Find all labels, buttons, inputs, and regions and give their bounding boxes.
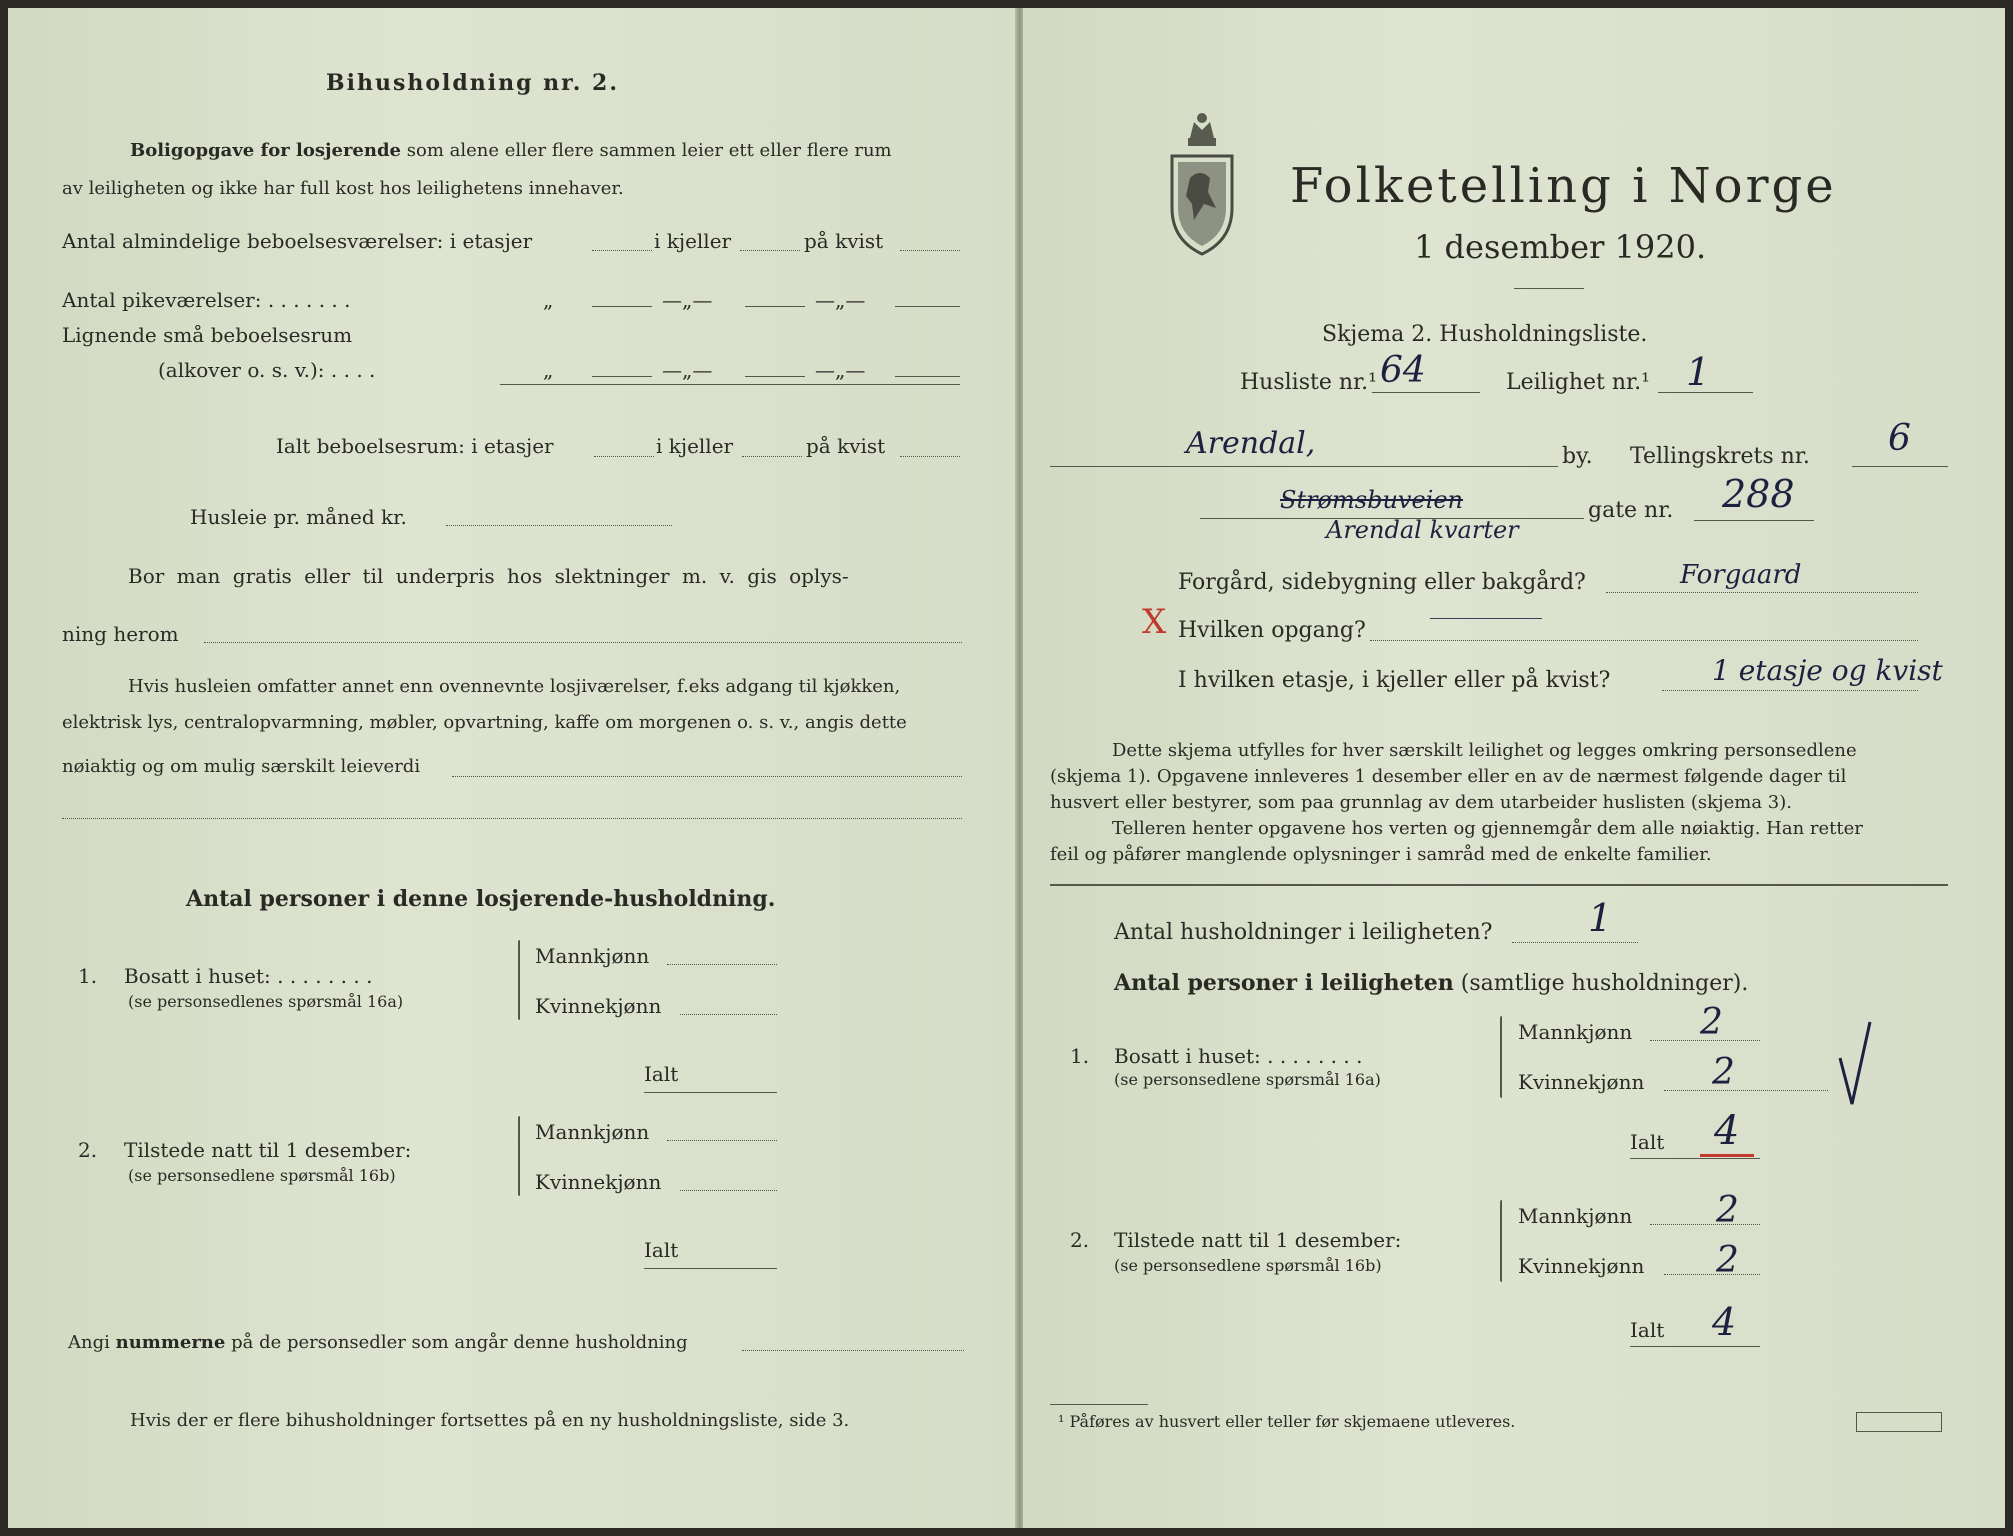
pike-kvist-field[interactable] bbox=[895, 306, 960, 307]
left-q1-mann-label: Mannkjønn bbox=[535, 944, 650, 968]
left-q2-mann-label: Mannkjønn bbox=[535, 1120, 650, 1144]
instr-line-1: Dette skjema utfylles for hver særskilt leilighet og legges omkring personsedlene bbox=[1112, 740, 1857, 761]
left-q1-num: 1. bbox=[78, 964, 98, 988]
street-struck: Strømsbuveien bbox=[1280, 486, 1463, 514]
right-q2-kvinne-field[interactable] bbox=[1664, 1274, 1760, 1275]
angi-line bbox=[68, 1332, 688, 1353]
forgard-field[interactable] bbox=[1606, 592, 1918, 593]
gratis-field[interactable] bbox=[204, 642, 962, 643]
left-title: Bihusholdning nr. 2. bbox=[326, 70, 619, 96]
left-q1-kvinne-label: Kvinnekjønn bbox=[535, 994, 662, 1018]
left-q1-label: Bosatt i huset: . . . . . . . . bbox=[124, 964, 373, 988]
incl-line-2: elektrisk lys, centralopvarmning, møbler, opvartning, kaffe om morgenen o. s. v., angis dette bbox=[62, 712, 907, 733]
ialt-kjeller-field[interactable] bbox=[742, 456, 802, 457]
ialt-kvist-field[interactable] bbox=[900, 456, 960, 457]
right-q2-mann-label: Mannkjønn bbox=[1518, 1204, 1633, 1228]
right-q1-ialt-field[interactable] bbox=[1630, 1158, 1760, 1159]
right-q1-mann-label: Mannkjønn bbox=[1518, 1020, 1633, 1044]
incl-field-2[interactable] bbox=[62, 818, 962, 819]
rooms-kjeller-label: i kjeller bbox=[654, 229, 732, 253]
gratis-line-1: Bor man gratis eller til underpris hos slektninger m. v. gis oplys- bbox=[128, 564, 849, 588]
ialt-kvist-label: på kvist bbox=[806, 434, 886, 458]
etasje-field[interactable] bbox=[1662, 690, 1918, 691]
right-q1-ialt-redline bbox=[1700, 1154, 1754, 1157]
right-q1-label: Bosatt i huset: . . . . . . . . bbox=[1114, 1044, 1363, 1068]
etasje-label: I hvilken etasje, i kjeller eller på kvist? bbox=[1178, 668, 1611, 693]
husliste-field[interactable] bbox=[1372, 392, 1480, 393]
instr-line-2: (skjema 1). Opgavene innleveres 1 desember eller en av de nærmest følgende dager til bbox=[1050, 766, 1847, 787]
right-q1-ialt-label: Ialt bbox=[1630, 1130, 1665, 1154]
alkover-ditto-3: —„— bbox=[815, 358, 866, 382]
pike-ditto-3: —„— bbox=[815, 288, 866, 312]
left-q1-brace bbox=[518, 940, 520, 1020]
incl-field[interactable] bbox=[452, 776, 962, 777]
instr-line-4: Telleren henter opgavene hos verten og gjennemgår dem alle nøiaktig. Han retter bbox=[1112, 818, 1863, 839]
hush-field[interactable] bbox=[1512, 942, 1638, 943]
skjema-label: Skjema 2. Husholdningsliste. bbox=[1322, 322, 1648, 347]
opgang-label: Hvilken opgang? bbox=[1178, 618, 1366, 643]
left-persons-heading: Antal personer i denne losjerende-husholdning. bbox=[186, 886, 776, 912]
right-q2-mann-field[interactable] bbox=[1650, 1224, 1760, 1225]
right-q1-kvinne-field[interactable] bbox=[1664, 1090, 1828, 1091]
left-q2-kvinne-label: Kvinnekjønn bbox=[535, 1170, 662, 1194]
pike-etasjer-field[interactable] bbox=[592, 306, 652, 307]
title-divider bbox=[1514, 288, 1584, 289]
left-q2-ialt-field[interactable] bbox=[644, 1268, 777, 1269]
left-q2-label: Tilstede natt til 1 desember: bbox=[124, 1138, 412, 1162]
leilighet-value: 1 bbox=[1686, 350, 1711, 394]
instr-line-5: feil og påfører manglende oplysninger i samråd med de enkelte familier. bbox=[1050, 844, 1712, 865]
left-q2-ialt-label: Ialt bbox=[644, 1238, 679, 1262]
right-persons-bold: Antal personer i leiligheten bbox=[1114, 970, 1454, 996]
city-field[interactable] bbox=[1050, 466, 1558, 467]
instr-line-3: husvert eller bestyrer, som paa grunnlag av dem utarbeider huslisten (skjema 3). bbox=[1050, 792, 1792, 813]
alkover-kjeller-field[interactable] bbox=[745, 376, 805, 377]
right-persons-heading bbox=[1114, 970, 1748, 996]
footnote-rule bbox=[1050, 1404, 1148, 1405]
intro-line-1 bbox=[130, 140, 892, 161]
right-q1-sub: (se personsedlene spørsmål 16a) bbox=[1114, 1070, 1381, 1089]
right-q1-kvinne-label: Kvinnekjønn bbox=[1518, 1070, 1645, 1094]
right-q2-label: Tilstede natt til 1 desember: bbox=[1114, 1228, 1402, 1252]
section-divider bbox=[1050, 884, 1948, 886]
pike-kjeller-field[interactable] bbox=[745, 306, 805, 307]
gate-field[interactable] bbox=[1694, 520, 1814, 521]
gate-label: gate nr. bbox=[1588, 498, 1674, 523]
husliste-value: 64 bbox=[1380, 350, 1426, 391]
pike-ditto-2: —„— bbox=[662, 288, 713, 312]
left-q1-ialt-field[interactable] bbox=[644, 1092, 777, 1093]
form-date: 1 desember 1920. bbox=[1414, 228, 1707, 266]
small-rooms-label: Lignende små beboelsesrum bbox=[62, 323, 353, 347]
tally-check-icon bbox=[1834, 1018, 1874, 1108]
left-q2-num: 2. bbox=[78, 1138, 98, 1162]
alkover-ditto-1: „ bbox=[543, 358, 554, 382]
rooms-etasjer-field[interactable] bbox=[592, 250, 652, 251]
etasje-value: 1 etasje og kvist bbox=[1712, 654, 1943, 687]
alkover-kvist-field[interactable] bbox=[895, 376, 960, 377]
intro-line-2: av leiligheten og ikke har full kost hos leilighetens innehaver. bbox=[62, 178, 624, 199]
right-q1-ialt-value: 4 bbox=[1714, 1108, 1740, 1154]
footnote: ¹ Påføres av husvert eller teller før skjemaene utleveres. bbox=[1058, 1412, 1516, 1431]
street-value: Arendal kvarter bbox=[1326, 516, 1519, 544]
x-mark: X bbox=[1142, 602, 1167, 642]
rent-label: Husleie pr. måned kr. bbox=[190, 505, 407, 529]
left-q1-ialt-label: Ialt bbox=[644, 1062, 679, 1086]
right-q2-num: 2. bbox=[1070, 1228, 1090, 1252]
alkover-label: (alkover o. s. v.): . . . . bbox=[158, 358, 376, 382]
krets-value: 6 bbox=[1888, 418, 1911, 459]
left-q2-mann-field[interactable] bbox=[667, 1140, 777, 1141]
left-q2-sub: (se personsedlene spørsmål 16b) bbox=[128, 1166, 396, 1185]
alkover-ditto-2: —„— bbox=[662, 358, 713, 382]
right-q1-num: 1. bbox=[1070, 1044, 1090, 1068]
alkover-underline bbox=[500, 384, 960, 385]
angi-pre: Angi bbox=[68, 1332, 110, 1353]
intro-bold: Boligopgave for losjerende bbox=[130, 140, 402, 161]
forgard-value: Forgaard bbox=[1680, 560, 1802, 590]
husliste-label: Husliste nr.¹ bbox=[1240, 370, 1377, 395]
left-q2-kvinne-field[interactable] bbox=[680, 1190, 777, 1191]
right-q2-ialt-value: 4 bbox=[1712, 1300, 1737, 1344]
right-q1-kvinne-value: 2 bbox=[1712, 1052, 1735, 1093]
right-q2-ialt-field[interactable] bbox=[1630, 1346, 1760, 1347]
rooms-kvist-field[interactable] bbox=[900, 250, 960, 251]
rooms-label: Antal almindelige beboelsesværelser: i etasjer bbox=[62, 229, 533, 253]
intro-text-1: som alene eller flere sammen leier ett eller flere rum bbox=[406, 140, 892, 161]
rooms-kjeller-field[interactable] bbox=[740, 250, 800, 251]
left-q1-sub: (se personsedlenes spørsmål 16a) bbox=[128, 992, 404, 1011]
printer-stamp bbox=[1856, 1412, 1942, 1432]
right-q2-sub: (se personsedlene spørsmål 16b) bbox=[1114, 1256, 1382, 1275]
rooms-kvist-label: på kvist bbox=[804, 229, 884, 253]
left-q1-mann-field[interactable] bbox=[667, 964, 777, 965]
gate-value: 288 bbox=[1722, 472, 1795, 516]
ialt-kjeller-label: i kjeller bbox=[656, 434, 734, 458]
gratis-line-2: ning herom bbox=[62, 622, 179, 646]
pike-ditto-1: „ bbox=[543, 288, 554, 312]
angi-field[interactable] bbox=[742, 1350, 964, 1351]
left-q1-kvinne-field[interactable] bbox=[680, 1014, 777, 1015]
by-label: by. bbox=[1562, 444, 1593, 469]
pike-label: Antal pikeværelser: . . . . . . . bbox=[62, 288, 351, 312]
right-q2-mann-value: 2 bbox=[1716, 1190, 1739, 1231]
forgard-label: Forgård, sidebygning eller bakgård? bbox=[1178, 570, 1586, 595]
opgang-field[interactable] bbox=[1370, 640, 1918, 641]
right-q1-brace bbox=[1500, 1016, 1502, 1098]
rent-field[interactable] bbox=[446, 525, 672, 526]
incl-line-3: nøiaktig og om mulig særskilt leieverdi bbox=[62, 756, 421, 777]
right-q2-ialt-label: Ialt bbox=[1630, 1318, 1665, 1342]
right-q2-kvinne-label: Kvinnekjønn bbox=[1518, 1254, 1645, 1278]
left-q2-brace bbox=[518, 1116, 520, 1196]
city-value: Arendal, bbox=[1186, 426, 1316, 461]
opgang-scribble bbox=[1430, 618, 1542, 619]
angi-post: på de personsedler som angår denne husholdning bbox=[231, 1332, 688, 1353]
right-q1-mann-value: 2 bbox=[1700, 1002, 1723, 1043]
right-q2-brace bbox=[1500, 1200, 1502, 1282]
angi-bold: nummerne bbox=[115, 1332, 226, 1353]
incl-line-1: Hvis husleien omfatter annet enn ovennevnte losjiværelser, f.eks adgang til kjøkken, bbox=[128, 676, 901, 697]
krets-field[interactable] bbox=[1852, 466, 1948, 467]
right-q2-kvinne-value: 2 bbox=[1716, 1240, 1739, 1281]
ialt-etasjer-field[interactable] bbox=[594, 456, 654, 457]
hush-label: Antal husholdninger i leiligheten? bbox=[1114, 920, 1493, 945]
leilighet-label: Leilighet nr.¹ bbox=[1506, 370, 1650, 395]
form-title: Folketelling i Norge bbox=[1290, 158, 1837, 214]
norway-coat-of-arms-icon bbox=[1164, 108, 1240, 258]
ialt-rooms-label: Ialt beboelsesrum: i etasjer bbox=[276, 434, 554, 458]
left-footer: Hvis der er flere bihusholdninger fortsettes på en ny husholdningsliste, side 3. bbox=[130, 1410, 850, 1431]
alkover-etasjer-field[interactable] bbox=[592, 376, 652, 377]
right-persons-rest: (samtlige husholdninger). bbox=[1460, 971, 1749, 996]
hush-value: 1 bbox=[1588, 896, 1613, 940]
krets-label: Tellingskrets nr. bbox=[1630, 444, 1810, 469]
